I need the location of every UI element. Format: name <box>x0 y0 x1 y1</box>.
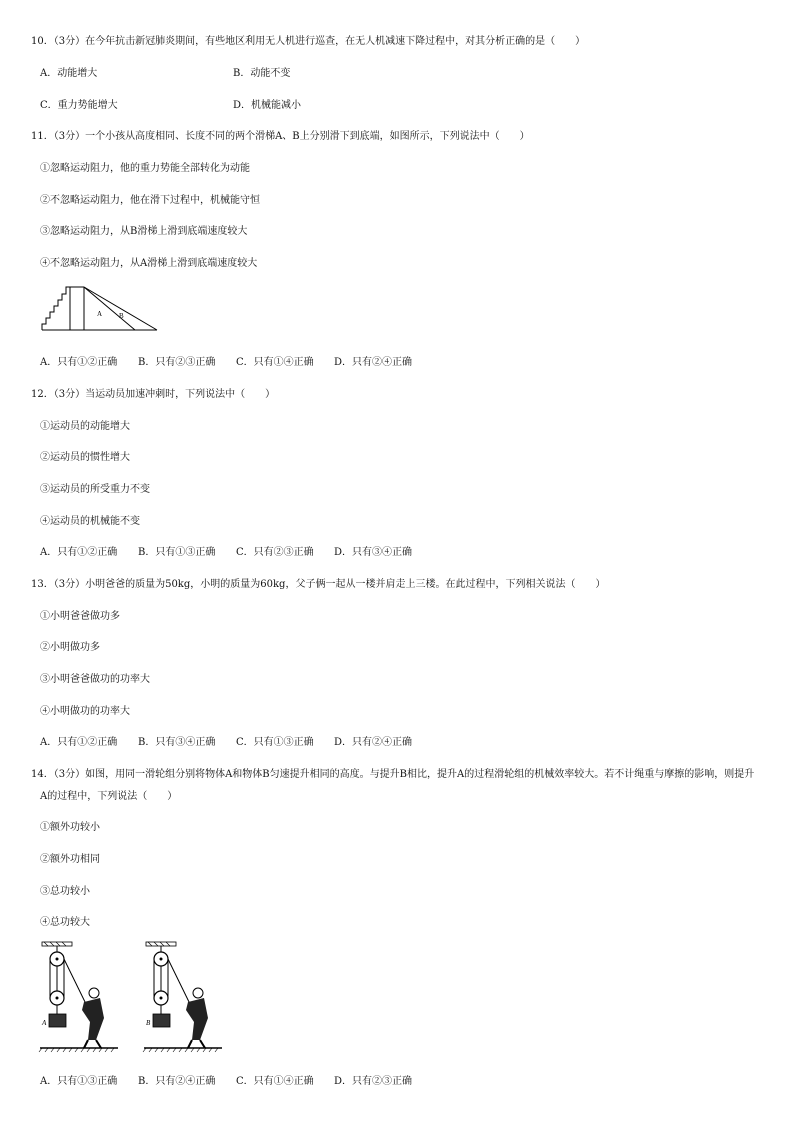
q12-statement-2: ②运动员的惯性增大 <box>40 452 130 463</box>
q13-statement-3: ③小明爸爸做功的功率大 <box>40 674 150 685</box>
q12-statement-1: ①运动员的动能增大 <box>40 421 130 432</box>
q11-statement-4: ④不忽略运动阻力，从A滑梯上滑到底端速度较大 <box>40 258 258 269</box>
q14-option-b: B．只有②④正确 <box>138 1076 216 1087</box>
q11-statement-2: ②不忽略运动阻力，他在滑下过程中，机械能守恒 <box>40 195 260 206</box>
q12-stem: 12．（3分）当运动员加速冲刺时，下列说法中（ ） <box>31 389 276 400</box>
q10-option-a: A．动能增大 <box>40 68 98 79</box>
q14-option-c: C．只有①④正确 <box>236 1076 314 1087</box>
q11-option-b: B．只有②③正确 <box>138 357 216 368</box>
pulley-figure-a <box>38 940 122 1054</box>
q11-statement-3: ③忽略运动阻力，从B滑梯上滑到底端速度较大 <box>40 226 248 237</box>
q10-stem: 10．（3分）在今年抗击新冠肺炎期间，有些地区利用无人机进行巡查，在无人机减速下降过程中，对其分析正确的是（ ） <box>31 36 586 47</box>
q13-option-d: D．只有②④正确 <box>334 737 413 748</box>
object-b-label: B <box>146 1019 151 1027</box>
q13-statement-1: ①小明爸爸做功多 <box>40 611 120 622</box>
q11-option-a: A．只有①②正确 <box>40 357 118 368</box>
q14-option-d: D．只有②③正确 <box>334 1076 413 1087</box>
q13-option-c: C．只有①③正确 <box>236 737 314 748</box>
q13-option-b: B．只有③④正确 <box>138 737 216 748</box>
q14-stem-line-1: 14．（3分）如图，用同一滑轮组分别将物体A和物体B匀速提升相同的高度。与提升B相比，提升A的过程滑轮组的机械效率较大。若不计绳重与摩擦的影响，则提升 <box>31 769 755 780</box>
q13-statement-2: ②小明做功多 <box>40 642 100 653</box>
q11-option-d: D．只有②④正确 <box>334 357 413 368</box>
q10-option-d: D．机械能减小 <box>233 100 302 111</box>
q14-statement-2: ②额外功相同 <box>40 854 100 865</box>
q14-option-a: A．只有①③正确 <box>40 1076 118 1087</box>
q12-option-a: A．只有①②正确 <box>40 547 118 558</box>
slides-figure <box>40 284 160 332</box>
slide-b-label: B <box>119 312 124 320</box>
q12-options <box>40 543 432 558</box>
slide-a-label: A <box>97 310 103 318</box>
q13-option-a: A．只有①②正确 <box>40 737 118 748</box>
q12-option-c: C．只有②③正确 <box>236 547 314 558</box>
q12-option-b: B．只有①③正确 <box>138 547 216 558</box>
q13-options <box>40 733 432 748</box>
q11-options <box>40 353 432 368</box>
q11-option-c: C．只有①④正确 <box>236 357 314 368</box>
q12-statement-4: ④运动员的机械能不变 <box>40 516 140 527</box>
q12-option-d: D．只有③④正确 <box>334 547 413 558</box>
object-a-label: A <box>42 1019 47 1027</box>
q14-statement-3: ③总功较小 <box>40 886 90 897</box>
q13-stem: 13．（3分）小明爸爸的质量为50kg，小明的质量为60kg，父子俩一起从一楼并肩走上三楼。在此过程中，下列相关说法（ ） <box>31 579 606 590</box>
q11-statement-1: ①忽略运动阻力，他的重力势能全部转化为动能 <box>40 163 250 174</box>
q10-option-c: C．重力势能增大 <box>40 100 118 111</box>
q14-statement-1: ①额外功较小 <box>40 822 100 833</box>
q14-options <box>40 1072 432 1087</box>
q12-statement-3: ③运动员的所受重力不变 <box>40 484 150 495</box>
q14-statement-4: ④总功较大 <box>40 917 90 928</box>
pulley-figure-b <box>142 940 226 1054</box>
q14-stem-line-2: A的过程中，下列说法（ ） <box>40 791 178 802</box>
q10-option-b: B．动能不变 <box>233 68 291 79</box>
q13-statement-4: ④小明做功的功率大 <box>40 706 130 717</box>
q11-stem: 11．（3分）一个小孩从高度相同、长度不同的两个滑梯A、B上分别滑下到底端，如图所示，下列说法中（ ） <box>31 131 530 142</box>
